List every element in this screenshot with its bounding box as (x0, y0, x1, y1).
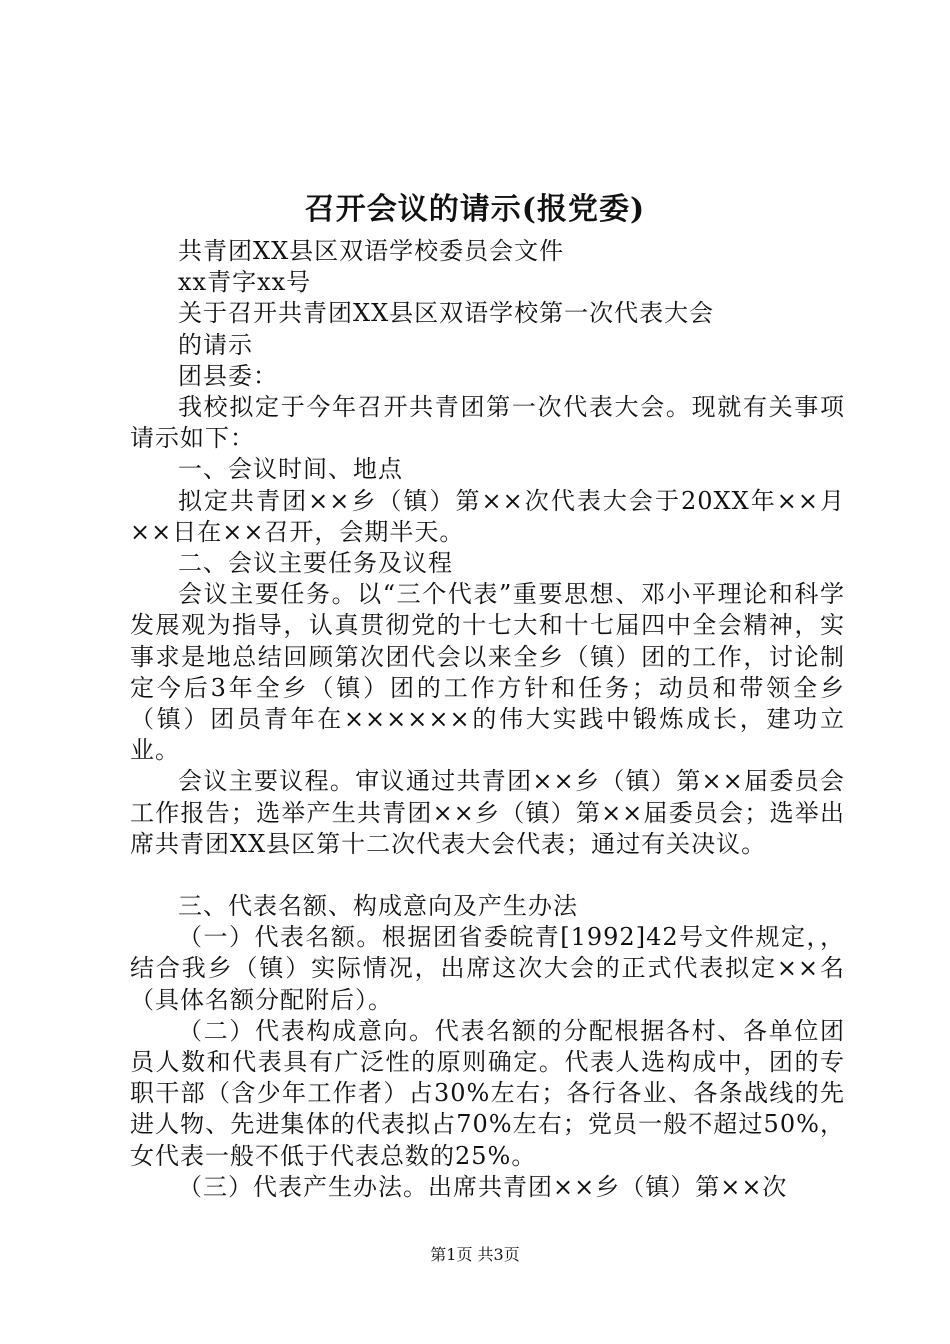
paragraph-delegate-composition: （二）代表构成意向。代表名额的分配根据各村、各单位团员人数和代表具有广泛性的原则确定。代表人选构成中，团的专职干部（含少年工作者）占30%左右；各行各业、各条战线的先进人物、先进集体的代表拟占70%左右；党员一般不超过50%，女代表一般不低于代表总数的25%。 (130, 1016, 845, 1170)
paragraph-main-tasks: 会议主要任务。以“三个代表”重要思想、邓小平理论和科学发展观为指导，认真贯彻党的十七大和十七届四中全会精神，实事求是地总结回顾第次团代会以来全乡（镇）团的工作，讨论制定今后3年全乡（镇）团的工作方针和任务；动员和带领全乡（镇）团员青年在××××××的伟大实践中锻炼成长，建功立业。 (130, 580, 845, 765)
document-body (130, 236, 845, 1203)
paragraph-issuer: 共青团XX县区双语学校委员会文件 (178, 237, 565, 265)
section-heading-tasks-agenda: 二、会议主要任务及议程 (178, 549, 453, 578)
paragraph-delegate-quota: （一）代表名额。根据团省委皖青[1992]42号文件规定，，结合我乡（镇）实际情况，出席这次大会的正式代表拟定××名（具体名额分配附后）。 (130, 923, 845, 1014)
section-heading-delegates: 三、代表名额、构成意向及产生办法 (178, 892, 578, 921)
paragraph-file-number: xx青字xx号 (178, 268, 312, 297)
section-heading-time-place: 一、会议时间、地点 (178, 455, 403, 484)
paragraph-main-agenda: 会议主要议程。审议通过共青团××乡（镇）第××届委员会工作报告；选举产生共青团××乡（镇）第××届委员会；选举出席共青团XX县区第十二次代表大会代表；通过有关决议。 (130, 767, 845, 858)
document-title: 召开会议的请示(报党委) (304, 192, 646, 227)
paragraph-intro: 我校拟定于今年召开共青团第一次代表大会。现就有关事项请示如下： (130, 393, 845, 453)
paragraph-subject-line-2: 的请示 (178, 330, 253, 359)
paragraph-time-place: 拟定共青团××乡（镇）第××次代表大会于20XX年××月××日在××召开，会期半天。 (130, 486, 845, 546)
paragraph-addressee: 团县委： (178, 361, 278, 390)
paragraph-subject-line-1: 关于召开共青团XX县区双语学校第一次代表大会 (178, 299, 715, 328)
page-number-footer: 第1页 共3页 (430, 1245, 520, 1264)
paragraph-delegate-selection: （三）代表产生办法。出席共青团××乡（镇）第××次 (178, 1172, 788, 1201)
